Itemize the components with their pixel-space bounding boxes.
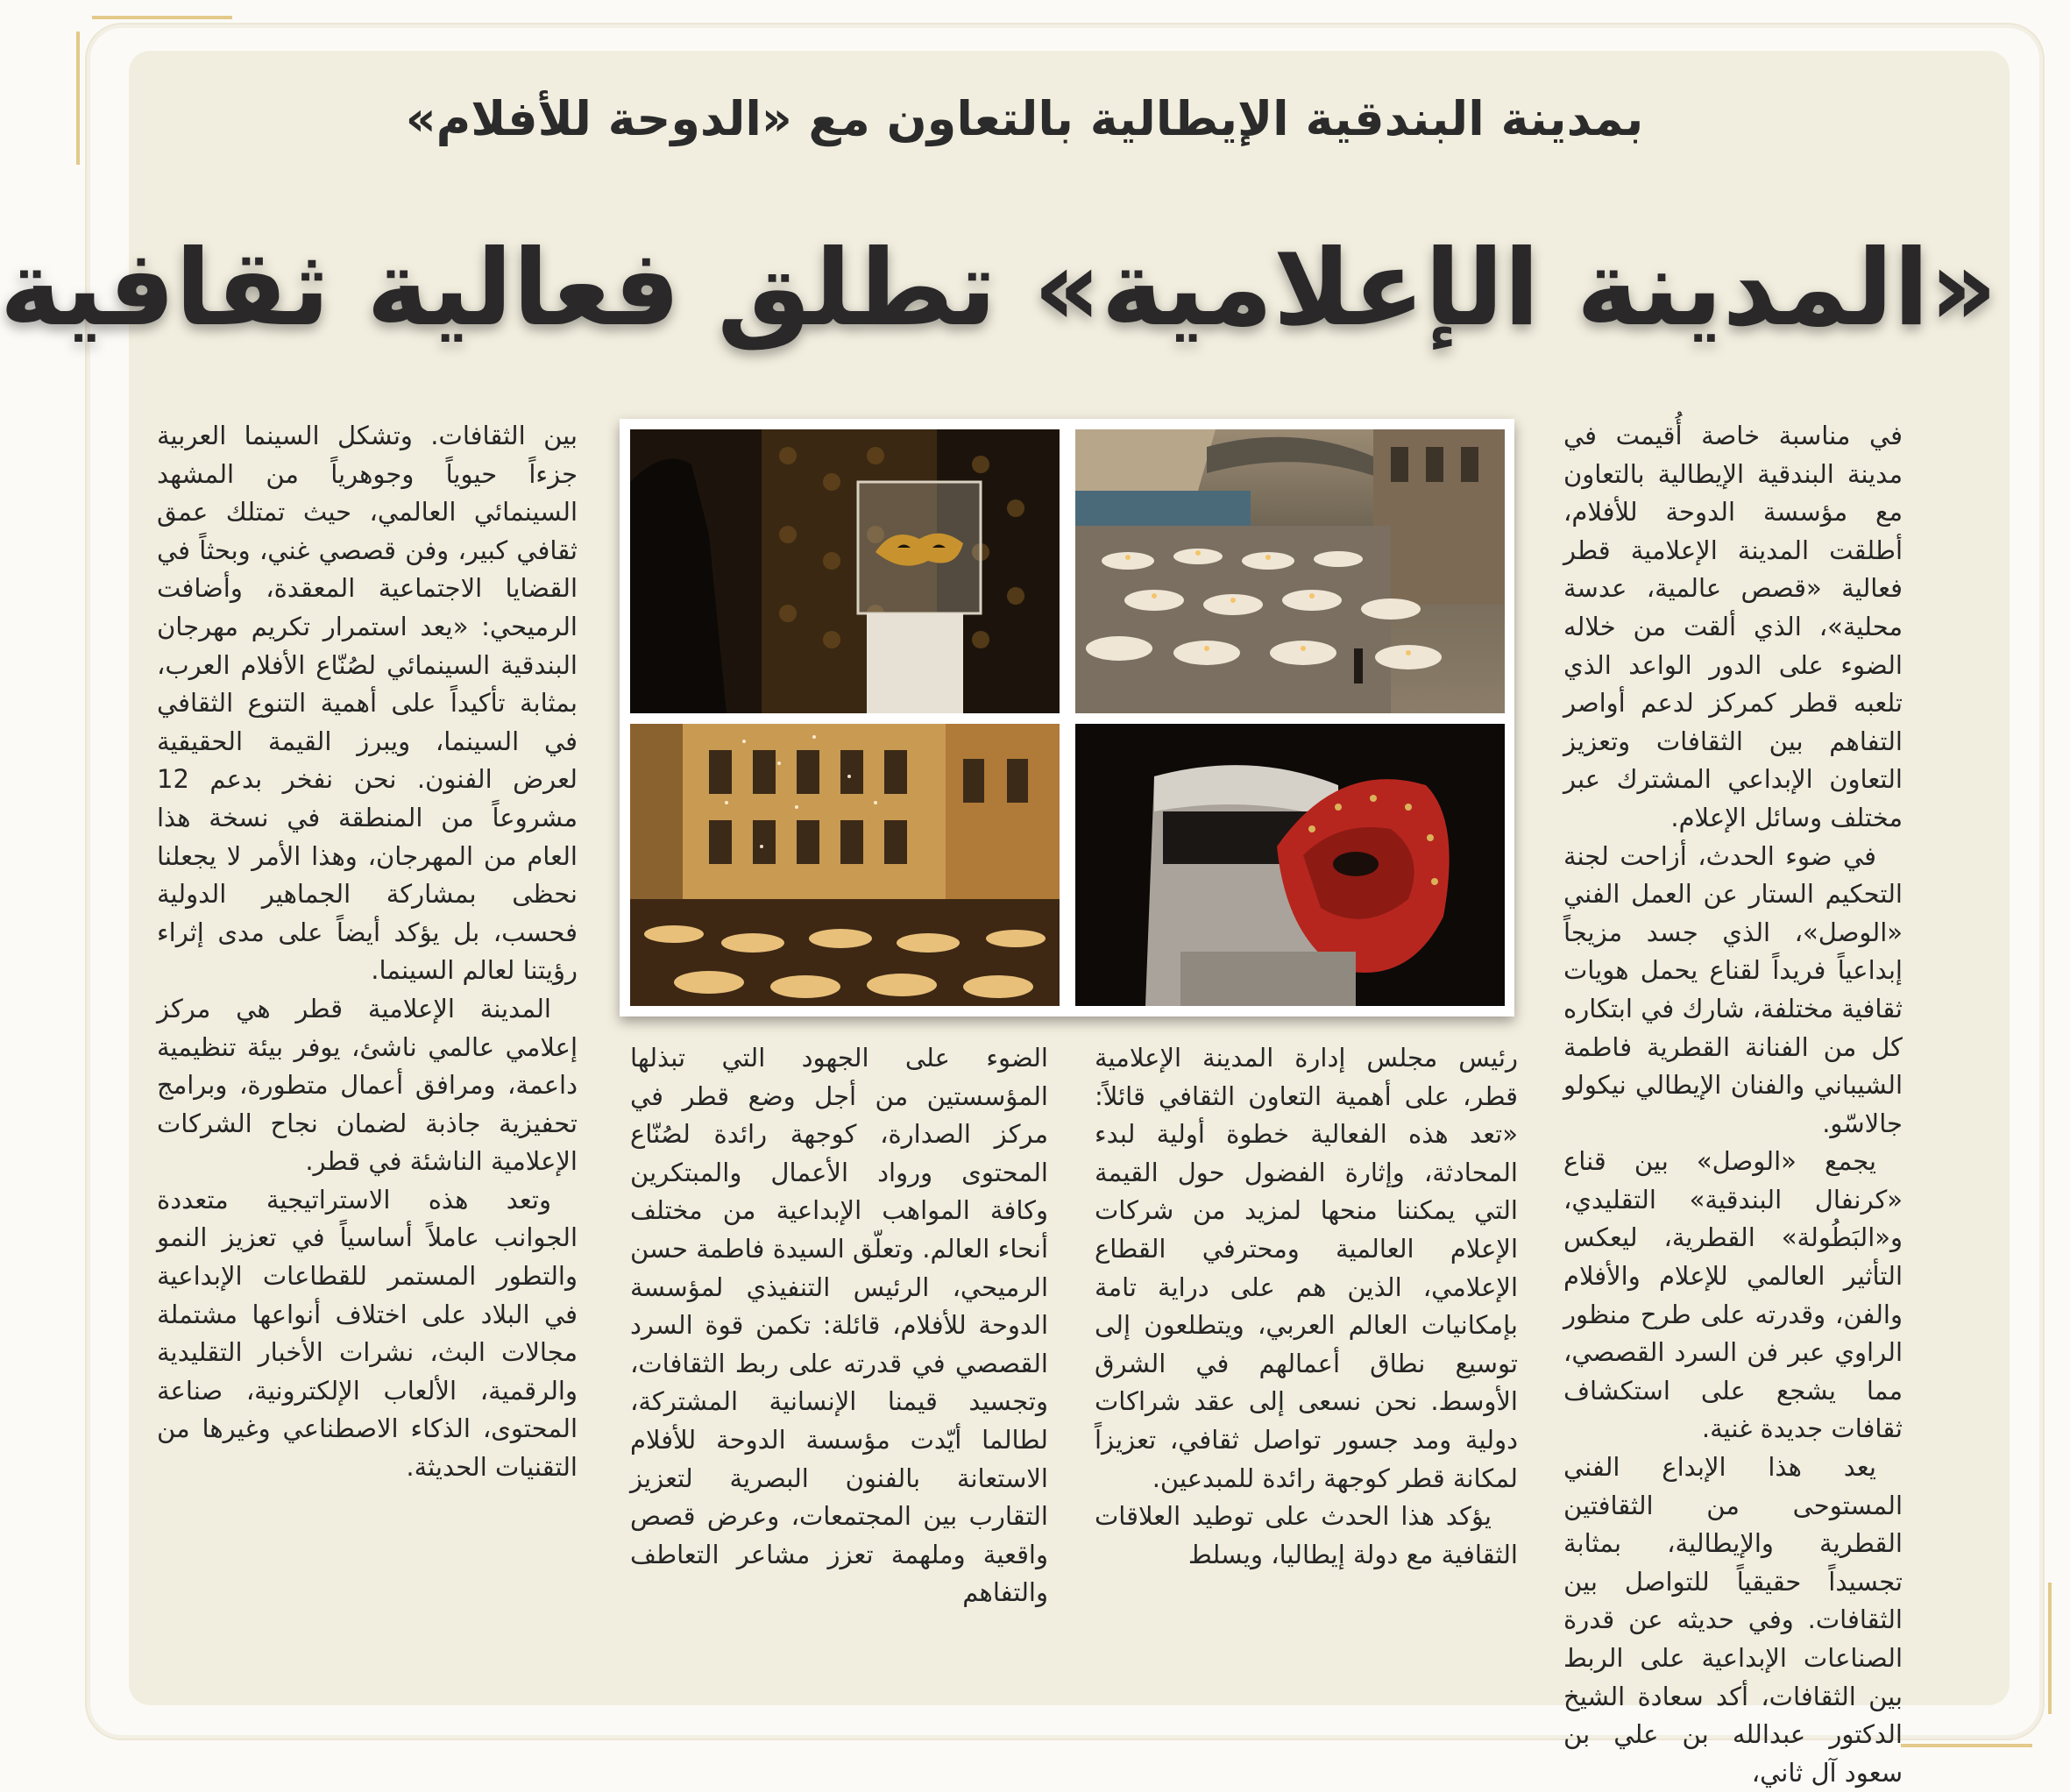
kicker: بمدينة البندقية الإيطالية بالتعاون مع «الدوحة للأفلام» bbox=[405, 91, 1644, 146]
headline: «المدينة الإعلامية» تطلق فعالية ثقافية bbox=[0, 228, 1997, 350]
paragraph: بين الثقافات. وتشكل السينما العربية جزءاً حيوياً وجوهرياً من المشهد السينمائي العالمي، حيث تمتلك عمق ثقافي كبير، وفن قصصي غني، وبحثاً في القضايا الاجتماعية المعقدة، وأضافت الرميحي: «يعد استمرار تكريم مهرجان البندقية السينمائي لصُنّاع الأفلام العرب، بمثابة تأكيداً على أهمية التنوع الثقافي في السينما، ويبرز القيمة الحقيقية لعرض الفنون. نحن نفخر بدعم 12 مشروعاً من المنطقة في نسخة هذا العام من المهرجان، وهذا الأمر لا يجعلنا نحظى بمشاركة الجماهير الدولية فحسب، بل يؤكد أيضاً على مدى إثراء رؤيتنا لعالم السينما. bbox=[157, 421, 578, 986]
paragraph: يؤكد هذا الحدث على توطيد العلاقات الثقافية مع دولة إيطاليا، ويسلط bbox=[1095, 1501, 1518, 1569]
article-column-3 bbox=[630, 1039, 1048, 1675]
frame-accent-top-left bbox=[76, 32, 80, 165]
photo-dinner-canal bbox=[1075, 429, 1505, 713]
paragraph: وتعد هذه الاستراتيجية متعددة الجوانب عاملاً أساسياً في تعزيز النمو والتطور المستمر للقطاعات الإبداعية في البلاد على اختلاف أنواعها مشتملة مجالات البث، نشرات الأخبار التقليدية والرقمية، الألعاب الإلكترونية، صناعة المحتوى، الذكاء الاصطناعي وغيرها من التقنيات الحديثة. bbox=[157, 1184, 578, 1483]
photo-mask-display bbox=[630, 429, 1060, 713]
paragraph: يجمع «الوصل» بين قناع «كرنفال البندقية» التقليدي، و«البَطُولة» القطرية، ليعكس التأثير العالمي للإعلام والأفلام والفن، وقدرته على طرح منظور الراوي عبر فن السرد القصصي، مما يشجع على استكشاف ثقافات جديدة غنية. bbox=[1563, 1146, 1903, 1444]
paragraph: الضوء على الجهود التي تبذلها المؤسستين من أجل وضع قطر في مركز الصدارة، كوجهة رائدة لصُنّاع المحتوى ورواد الأعمال والمبتكرين وكافة المواهب الإبداعية من مختلف أنحاء العالم. وتعلّق السيدة فاطمة حسن الرميحي، الرئيس التنفيذي لمؤسسة الدوحة للأفلام، قائلة: تكمن قوة السرد القصصي في قدرته على ربط الثقافات، وتجسيد قيمنا الإنسانية المشتركة، لطالما أيّدت مؤسسة الدوحة للأفلام الاستعانة بالفنون البصرية لتعزيز التقارب بين المجتمعات، وعرض قصص واقعية وملهمة تعزز مشاعر التعاطف والتفاهم bbox=[630, 1043, 1048, 1608]
paragraph: يعد هذا الإبداع الفني المستوحى من الثقافتين القطرية والإيطالية، بمثابة تجسيداً حقيقياً للتواصل بين الثقافات. وفي حديثه عن قدرة الصناعات الإبداعية على الربط بين الثقافات، أكد سعادة الشيخ الدكتور عبدالله بن علي بن سعود آل ثاني، bbox=[1563, 1452, 1903, 1788]
frame-accent-top-left-h bbox=[92, 16, 232, 19]
paragraph: في ضوء الحدث، أزاحت لجنة التحكيم الستار عن العمل الفني «الوصل»، الذي جسد مزيجاً إبداعياً فريداً لقناع يحمل هويات ثقافية مختلفة، شارك في ابتكاره كل من الفنانة القطرية فاطمة الشيباني والفنان الإيطالي نيكولو جالاسّو. bbox=[1563, 840, 1903, 1138]
paragraph: المدينة الإعلامية قطر هي مركز إعلامي عالمي ناشئ، يوفر بيئة تنظيمية داعمة، ومرافق أعمال متطورة، وبرامج تحفيزية جاذبة لضمان نجاح الشركات الإعلامية الناشئة في قطر. bbox=[157, 993, 578, 1177]
photo-mask-display-image bbox=[630, 429, 1060, 713]
paragraph: في مناسبة خاصة أُقيمت في مدينة البندقية الإيطالية بالتعاون مع مؤسسة الدوحة للأفلام، أطلقت المدينة الإعلامية قطر فعالية «قصص عالمية، عدسة محلية»، الذي ألقت من خلاله الضوء على الدور الواعد الذي تلعبه قطر كمركز لدعم أواصر التفاهم بين الثقافات وتعزيز التعاون الإبداعي المشترك عبر مختلف وسائل الإعلام. bbox=[1563, 421, 1903, 832]
photo-artwork-mask bbox=[1075, 724, 1505, 1006]
photo-grid bbox=[620, 419, 1514, 1016]
paragraph: رئيس مجلس إدارة المدينة الإعلامية قطر، على أهمية التعاون الثقافي قائلاً: «تعد هذه الفعالية خطوة أولية لبدء المحادثة، وإثارة الفضول حول القيمة التي يمكننا منحها لمزيد من شركات الإعلام العالمية ومحترفي القطاع الإعلامي، الذين هم على دراية تامة بإمكانيات العالم العربي، ويتطلعون إلى توسيع نطاق أعمالهم في الشرق الأوسط. نحن نسعى إلى عقد شراكات دولية ومد جسور تواصل ثقافي، تعزيزاً لمكانة قطر كوجهة رائدة للمبدعين. bbox=[1095, 1043, 1518, 1493]
article-column-1 bbox=[1563, 417, 1903, 1788]
frame-accent-bottom-right-h bbox=[1901, 1744, 2032, 1747]
photo-artwork-mask-image bbox=[1075, 724, 1505, 1006]
photo-dinner-canal-image bbox=[1075, 429, 1505, 713]
article-column-4 bbox=[157, 417, 578, 1675]
photo-palazzo-night-image bbox=[630, 724, 1060, 1006]
article-column-2 bbox=[1095, 1039, 1518, 1675]
frame-accent-bottom-right bbox=[2048, 1583, 2052, 1714]
photo-palazzo-night bbox=[630, 724, 1060, 1006]
